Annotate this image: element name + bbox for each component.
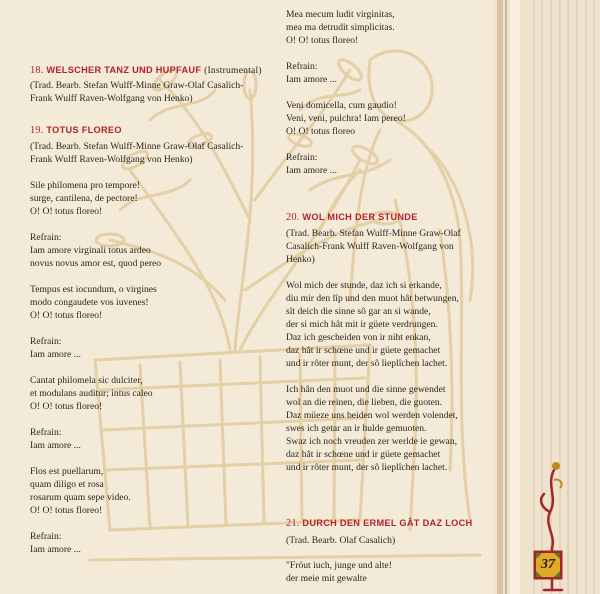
- lyric-line: et modulans auditur; intus caleo: [30, 388, 153, 399]
- lyric-line: Ich hân den muot und die sinne gewendet: [286, 384, 446, 395]
- lyric-line: Refrain:: [30, 232, 62, 243]
- song-20-credit-line: Casalich-Frank Wulff Raven-Wolfgang von: [286, 241, 454, 252]
- lyric-line: der si mich hât mit ir güete verdrungen.: [286, 319, 438, 330]
- song-19-credit-line: Frank Wulff Raven-Wolfgang von Henko): [30, 154, 193, 165]
- song-18-number: 18.: [30, 65, 44, 76]
- song-21-number: 21.: [286, 518, 300, 529]
- lyric-line: Veni, veni, pulchra! Iam pereo!: [286, 113, 406, 124]
- lyric-line: O! O! totus floreo!: [30, 505, 103, 516]
- lyric-line: und ir rôter munt, der sô lieplîchen lachet.: [286, 358, 448, 369]
- lyric-line: wol an die reinen, die lieben, die guoten.: [286, 397, 443, 408]
- song-18-heading: [30, 64, 262, 78]
- lyric-line: modo congaudete vos iuvenes!: [30, 297, 149, 308]
- lyric-line: Refrain:: [286, 152, 318, 163]
- lyric-line: daz hât ir schœne und ir güete gemachet: [286, 345, 441, 356]
- lyric-line: und ir rôter munt, der sô lieplîchen lachet.: [286, 462, 448, 473]
- lyric-line: O! O! totus floreo!: [30, 206, 103, 217]
- lyric-line: rosarum quam sepe video.: [30, 492, 131, 503]
- decorative-sidebar: [494, 0, 600, 594]
- lyric-line: "Fröut iuch, junge und alte!: [286, 560, 392, 571]
- lyric-line: Refrain:: [30, 427, 62, 438]
- song-20-credit-line: Henko): [286, 254, 315, 265]
- lyric-line: sît deich die sinne sô gar an si wande,: [286, 306, 431, 317]
- song-18-title: WELSCHER TANZ UND HUPFAUF: [46, 65, 202, 75]
- lyric-line: Refrain:: [30, 531, 62, 542]
- lyric-line: diu mir den lîp und den muot hât betwungen,: [286, 293, 459, 304]
- song-20-credit-line: (Trad. Bearb. Stefan Wulff-Minne Graw-Olaf: [286, 228, 461, 239]
- lyric-line: Flos est puellarum,: [30, 466, 104, 477]
- lyric-line: Veni domicella, cum gaudio!: [286, 100, 397, 111]
- lyric-line: Iam amore ...: [30, 440, 81, 451]
- lyric-line: O! O! totus floreo: [286, 126, 356, 137]
- song-19-heading: [30, 124, 122, 138]
- lyric-line: Iam amore ...: [286, 165, 337, 176]
- song-18-credit-line: (Trad. Bearb. Stefan Wulff-Minne Graw-Olaf Casalich-: [30, 80, 244, 91]
- lyric-line: mea ma detrudit simplicitas.: [286, 22, 395, 33]
- song-20-title: WOL MICH DER STUNDE: [302, 212, 418, 222]
- song-19-number: 19.: [30, 125, 44, 136]
- lyric-line: Iam amore ...: [30, 544, 81, 555]
- lyric-line: Swaz ich noch vreuden zer werlde ie gewan,: [286, 436, 458, 447]
- lyric-line: Iam amore virginali totus ardeo: [30, 245, 151, 256]
- lyric-line: Refrain:: [286, 61, 318, 72]
- song-19-title: TOTUS FLOREO: [46, 125, 122, 135]
- lyric-line: Iam amore ...: [30, 349, 81, 360]
- song-20-number: 20.: [286, 212, 300, 223]
- song-21-heading: [286, 517, 472, 531]
- lyric-line: O! O! totus floreo!: [30, 310, 103, 321]
- lyric-line: swes ich getar an ir hulde gemuoten.: [286, 423, 427, 434]
- lyric-line: Daz müeze uns beiden wol werden volendet,: [286, 410, 458, 421]
- lyric-line: Sile philomena pro tempore!: [30, 180, 141, 191]
- lyric-line: daz hât ir schœne und ir güete gemachet: [286, 449, 441, 460]
- song-18-credit-line: Frank Wulff Raven-Wolfgang von Henko): [30, 93, 193, 104]
- lyric-line: novus novus amor est, quod pereo: [30, 258, 162, 269]
- song-21-credit-line: (Trad. Bearb. Olaf Casalich): [286, 535, 396, 546]
- lyric-line: surge, cantilena, de pectore!: [30, 193, 138, 204]
- lyric-line: O! O! totus floreo!: [30, 401, 103, 412]
- lyric-line: Daz ich gescheiden von ir niht enkan,: [286, 332, 431, 343]
- lyric-line: O! O! totus floreo!: [286, 35, 359, 46]
- lyric-line: der meie mit gewalte: [286, 573, 367, 584]
- lyric-line: quam diligo et rosa: [30, 479, 104, 490]
- lyric-line: Refrain:: [30, 336, 62, 347]
- lyric-line: Tempus est iocundum, o virgines: [30, 284, 157, 295]
- song-19-credit-line: (Trad. Bearb. Stefan Wulff-Minne Graw-Olaf Casalich-: [30, 141, 244, 152]
- lyric-line: Mea mecum ludit virginitas,: [286, 9, 395, 20]
- page-number: 37: [541, 557, 555, 572]
- lyric-line: Wol mich der stunde, daz ich si erkande,: [286, 280, 442, 291]
- song-20-heading: [286, 211, 418, 225]
- song-21-title: DURCH DEN ERMEL GÂT DAZ LOCH: [302, 518, 473, 528]
- lyric-line: Cantat philomela sic dulciter,: [30, 375, 143, 386]
- song-18-suffix: (Instrumental): [204, 65, 262, 76]
- lyric-line: Iam amore ...: [286, 74, 337, 85]
